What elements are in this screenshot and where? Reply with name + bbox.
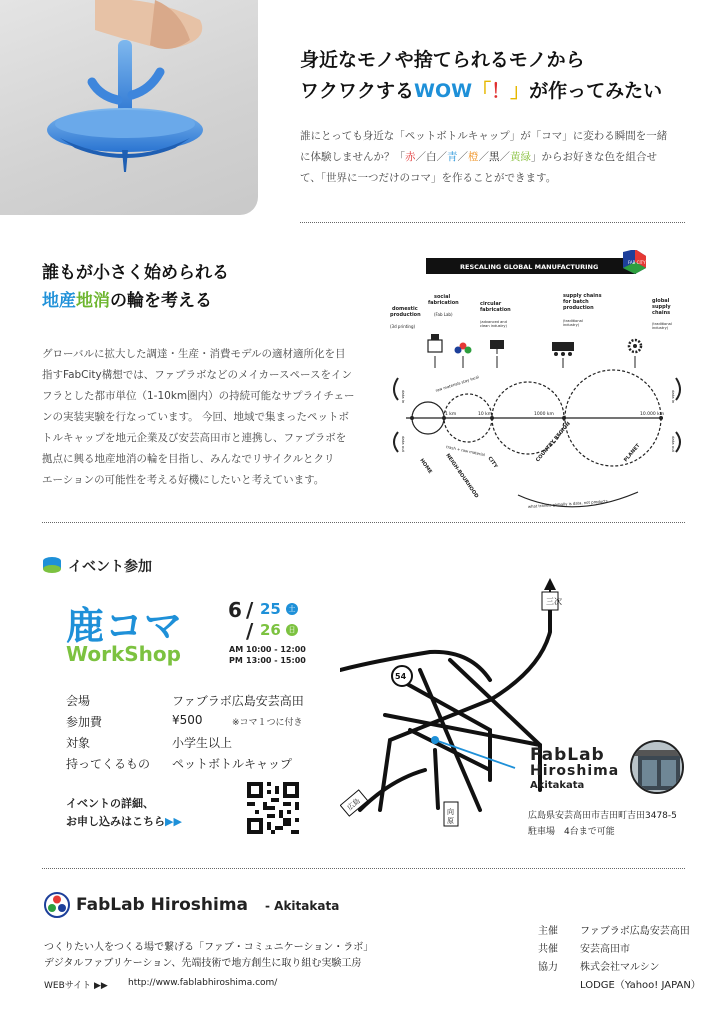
event-subtitle: WorkShop: [66, 642, 181, 666]
row-value-target: 小学生以上: [172, 736, 233, 750]
heading-rest: の輪を考える: [110, 291, 212, 311]
building-photo: [630, 740, 684, 794]
hero-heading-line1: 身近なモノや捨てられるモノから: [300, 49, 585, 71]
arc-bottom-label: trash + raw material: [445, 444, 486, 458]
row-label-target: 対象: [66, 736, 91, 750]
map-left-label: 広島: [345, 796, 362, 812]
fablab-icon: [455, 343, 472, 354]
credit-name-host: ファブラボ広島安芸高田: [580, 926, 690, 937]
access-map: [340, 570, 700, 840]
date-slash2: /: [246, 619, 254, 643]
para-line: フラとした都市単位（1-10km圏内）の持続可能なサプライチェー: [42, 390, 355, 402]
row-note-fee: ※コマ１つに付き: [232, 718, 303, 728]
exclamation: ！: [491, 80, 511, 102]
pm-time: 13:00 - 15:00: [246, 656, 306, 665]
row-value-venue: ファブラボ広島安芸高田: [172, 694, 304, 708]
section2-heading-line2: [42, 286, 212, 316]
section2-paragraph: [42, 344, 377, 491]
credit-name-cohost: 安芸高田市: [580, 944, 630, 955]
dist-1000km: 1000 km: [534, 412, 554, 417]
para-line: 誰にとっても身近な「ペットボトルキャップ」が「コマ」に変わる瞬間を一緒: [300, 130, 668, 142]
para-fragment: 」からお好きな色を組合せ: [531, 151, 657, 163]
date-slash: /: [246, 598, 254, 622]
day2-badge: 日: [286, 624, 298, 636]
dist-10km: 10 km: [478, 412, 493, 417]
color-red: 赤: [405, 151, 416, 163]
label-circular: circular fabrication: [480, 301, 511, 313]
divider: [300, 222, 685, 223]
dist-1km: 1 km: [445, 412, 457, 417]
color-orange: 橙: [468, 151, 479, 163]
para-fragment: に体験しませんか？「: [300, 151, 405, 163]
am-time: 10:00 - 12:00: [246, 645, 306, 654]
row-label-bring: 持ってくるもの: [66, 757, 151, 771]
sep: ／: [457, 151, 468, 163]
para-line: トルキャップを地元企業及び安芸高田市と連携し、ファブラボを: [42, 432, 347, 444]
section2-heading-line1: 誰もが小さく始められる: [42, 263, 229, 283]
label-social: social fabrication: [428, 294, 459, 306]
credit-role-support: 協力: [538, 962, 558, 973]
solar-icon: [490, 340, 504, 354]
scale-neighbourhood: NEIGH-BOURHOOD: [444, 452, 480, 500]
cap-icon: [42, 555, 62, 575]
color-white: 白: [426, 151, 437, 163]
label-domestic: domestic production: [390, 306, 421, 318]
para-line: エーションの可能性を考える好機にしたいと考えています。: [42, 474, 325, 486]
hero-heading-line2: [300, 76, 662, 106]
sep: ／: [415, 151, 426, 163]
label-supply: supply chains for batch production: [563, 293, 602, 311]
map-address: 広島県安芸高田市吉田町吉田3478-5: [528, 811, 677, 821]
footer-web-label: WEBサイト ▶▶: [44, 981, 108, 991]
credit-role-host: 主催: [538, 926, 558, 937]
footer-line1: つくりたい人をつくる場で繋げる「ファブ・コミュニケーション・ラボ」: [44, 942, 374, 953]
row-label-fee: 参加費: [66, 715, 103, 729]
quote-open: 「: [472, 80, 492, 102]
row-value-bring: ペットボトルキャップ: [172, 757, 293, 771]
footer-logo-text: FabLab Hiroshima: [76, 895, 249, 915]
fab-label: FAB CITY: [628, 260, 646, 265]
row-label-venue: 会場: [66, 694, 91, 708]
heading-chisan: 地産: [42, 291, 76, 311]
footer-logo-sub: - Akitakata: [265, 899, 340, 913]
hero-photo: [0, 0, 258, 215]
scale-planet: PLANET: [622, 442, 642, 464]
north-arrow-icon: [544, 578, 556, 590]
label-global: global supply chains: [652, 298, 671, 316]
para-line: て、「世界に一つだけのコマ」を作ることができます。: [300, 172, 557, 184]
footer-web-url[interactable]: http://www.fablabhiroshima.com/: [128, 978, 278, 988]
bottom-caption: what travels globally is data, not products: [527, 498, 608, 509]
sep: ／: [436, 151, 447, 163]
dist-10000km: 10.000 km: [640, 412, 665, 417]
quote-close: 」: [510, 80, 530, 102]
heading-text: ワクワクする: [300, 80, 415, 102]
data-in-left: data in: [401, 390, 406, 404]
footer-line2: デジタルファブリケーション、先端技術で地方創生に取り組む実験工房: [44, 958, 362, 969]
label-global-sub: (traditional industry): [652, 322, 672, 330]
color-black: 黒: [489, 151, 500, 163]
credit-name-support: 株式会社マルシン: [580, 962, 660, 973]
divider: [42, 522, 685, 523]
route-number: 54: [395, 672, 407, 681]
credit-name-support2: LODGE（Yahoo! JAPAN）: [580, 980, 701, 991]
credit-role-cohost: 共催: [538, 944, 558, 955]
heading-chisho: 地消: [76, 291, 110, 311]
location-marker: [431, 736, 439, 744]
event-header: イベント参加: [68, 559, 152, 575]
map-south-label: 向原: [447, 808, 454, 825]
row-value-fee: ¥500: [172, 713, 203, 727]
sep: ／: [499, 151, 510, 163]
factory-icon: [552, 342, 574, 356]
map-parking: 駐車場 4台まで可能: [528, 827, 615, 837]
arc-top-label: raw materials stay local: [434, 374, 480, 393]
label-circular-sub: (advanced and clean industry): [480, 320, 507, 328]
fabcity-diagram: [388, 250, 688, 520]
para-line: 拠点に興る地産地消の輪を目指し、みんなでリサイクルとクリ: [42, 453, 335, 465]
color-blue: 青: [447, 151, 458, 163]
label-supply-sub: (traditional industry): [563, 319, 583, 327]
fablab-logo-icon: [44, 892, 70, 918]
day1-badge: 土: [286, 603, 298, 615]
detail-link[interactable]: [66, 813, 182, 829]
data-out-left: data out: [401, 436, 406, 452]
pm-label: PM: [229, 656, 243, 665]
diagram-banner: RESCALING GLOBAL MANUFACTURING: [460, 263, 599, 271]
sep: ／: [478, 151, 489, 163]
data-out-right: data out: [671, 436, 676, 452]
heading-text-end: が作ってみたい: [529, 80, 663, 102]
para-line-colors: [300, 147, 700, 168]
label-social-sub: (Fab Lab): [434, 312, 453, 317]
map-brand2: Hiroshima: [530, 763, 620, 779]
hero-paragraph: [300, 126, 700, 189]
para-line: ンの実装実験を行なっています。 今回、地域で集まったペットボ: [42, 411, 349, 423]
para-line: グローバルに拡大した調達・生産・消費モデルの適材適所化を目: [42, 348, 346, 360]
event-title: 鹿コマ: [66, 604, 184, 648]
map-brand1: FabLab: [530, 745, 605, 765]
para-line: 指すFabCity構想では、ファブラボなどのメイカースペースをイン: [42, 369, 352, 381]
data-in-right: data in: [671, 390, 676, 404]
scale-city: CITY: [486, 455, 499, 470]
scale-country: COUNTRY REGION: [534, 420, 572, 464]
printer-icon: [428, 334, 442, 352]
scale-home: HOME: [418, 457, 433, 475]
event-month: 6: [228, 598, 242, 622]
event-day1: 25: [260, 600, 281, 618]
map-brand3: Akitakata: [530, 780, 585, 791]
detail-line2[interactable]: お申し込みはこちら: [66, 815, 165, 828]
label-domestic-sub: (3d printing): [390, 324, 416, 329]
am-label: AM: [229, 645, 244, 654]
detail-line1: イベントの詳細、: [66, 797, 154, 810]
event-day2: 26: [260, 621, 281, 639]
divider: [42, 868, 685, 869]
map-north-label: 三次: [546, 597, 562, 606]
spinning-top-photo: [0, 0, 258, 215]
arrow-icon: ▶▶: [165, 815, 182, 828]
wow-text: WOW: [414, 80, 473, 102]
qr-code[interactable]: [247, 782, 299, 834]
gear-icon: [629, 340, 641, 352]
color-yellowgreen: 黄緑: [510, 151, 531, 163]
